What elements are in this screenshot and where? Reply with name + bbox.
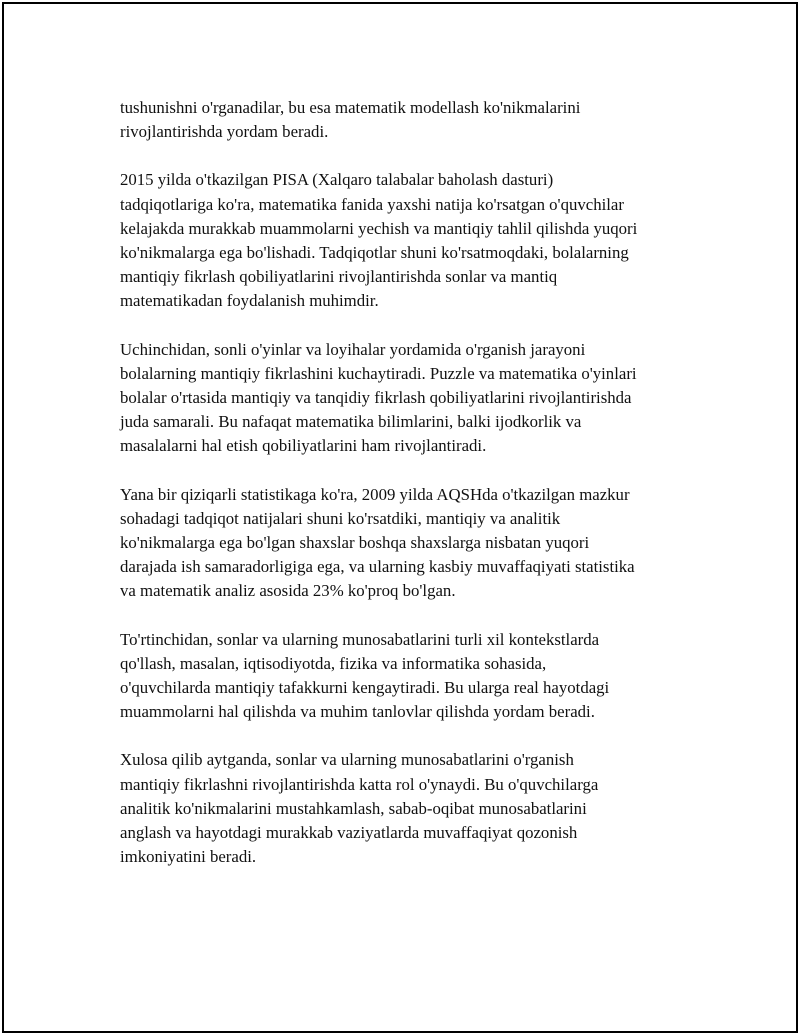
paragraph-statistics-2009: Yana bir qiziqarli statistikaga ko'ra, 2009 yilda AQSHda o'tkazilgan mazkur sohadagi tadqiqot natijalari shuni ko'rsatdiki, mantiqiy va analitik ko'nikmalarga ega bo'lgan shaxslar boshqa shaxslarga nisbatan yuqori darajada ish samaradorligiga ega, va ularning kasbiy muvaffaqiyati statistika va matematik analiz asosida 23% ko'proq bo'lgan.: [120, 484, 635, 601]
paragraph-pisa-2015: 2015 yilda o'tkazilgan PISA (Xalqaro talabalar baholash dasturi) tadqiqotlariga ko'ra, matematika fanida yaxshi natija ko'rsatgan o'quvchilar kelajakda murakkab muammolarni yechish va mantiqiy tahlil qilishda yuqori ko'nikmalarga ega bo'lishadi. Tadqiqotlar shuni ko'rsatmoqdaki, bolalarning mantiqiy fikrlash qobiliyatlarini rivojlantirishda sonlar va mantiq matematikadan foydalanish muhimdir.: [120, 170, 638, 311]
paragraph-fourth-point: To'rtinchidan, sonlar va ularning munosabatlarini turli xil kontekstlarda qo'llash, masalan, iqtisodiyotda, fizika va informatika sohasida, o'quvchilarda mantiqiy tafakkurni kengaytiradi. Bu ularga real hayotdagi muammolarni hal qilishda va muhim tanlovlar qilishda yordam beradi.: [120, 629, 610, 722]
paragraph-continuation: tushunishni o'rganadilar, bu esa matematik modellash ko'nikmalarini rivojlantirishda yordam beradi.: [120, 98, 581, 142]
document-body: [120, 96, 720, 893]
paragraph-third-point: Uchinchidan, sonli o'yinlar va loyihalar yordamida o'rganish jarayoni bolalarning mantiqiy fikrlashini kuchaytiradi. Puzzle va matematika o'yinlari bolalar o'rtasida mantiqiy va tanqidiy fikrlash qobiliyatlarini rivojlantirishda juda samarali. Bu nafaqat matematika bilimlarini, balki ijodkorlik va masalalarni hal etish qobiliyatlarini ham rivojlantiradi.: [120, 339, 637, 456]
paragraph-conclusion: Xulosa qilib aytganda, sonlar va ularning munosabatlarini o'rganish mantiqiy fikrlashni rivojlantirishda katta rol o'ynaydi. Bu o'quvchilarga analitik ko'nikmalarini mustahkamlash, sabab-oqibat munosabatlarini anglash va hayotdagi murakkab vaziyatlarda muvaffaqiyat qozonish imkoniyatini beradi.: [120, 750, 599, 867]
document-page: [2, 2, 798, 1033]
